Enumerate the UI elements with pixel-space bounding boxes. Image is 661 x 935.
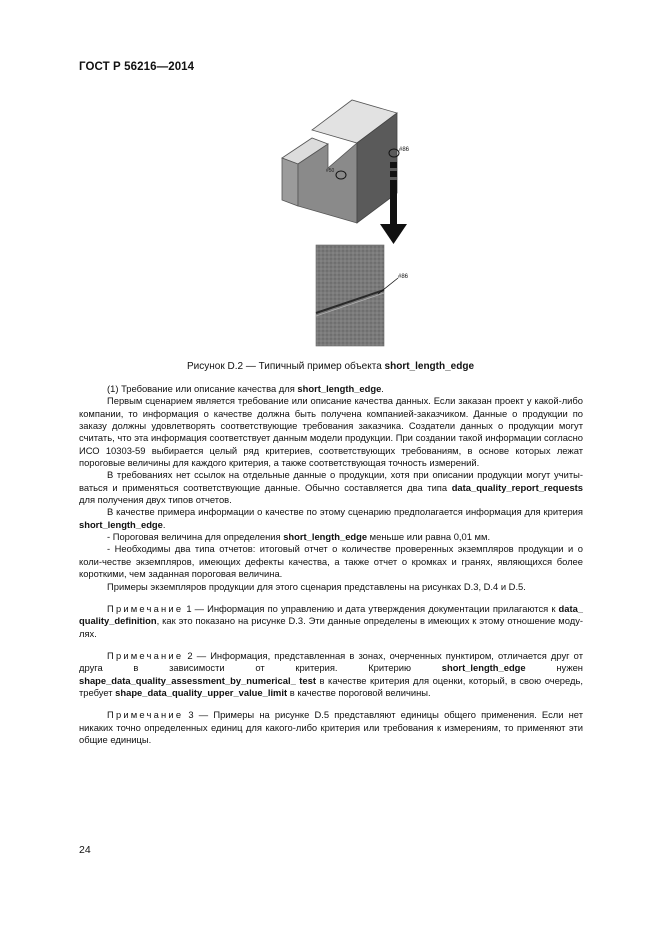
figure-illustration [270,98,420,348]
arrow-shaft [390,180,397,224]
figure-label-top: #86 [399,147,410,153]
page-number: 24 [79,844,91,856]
figure-d2 [270,98,420,348]
zoom-surface [316,245,384,346]
note-2: Примечание 2 — Информация, представленная в зонах, очерченных пунктиром, отличается друг от друга в зависимости от критерия. Критерию short_length_edge нужен shape_data_quality_assessment_by_numerical_ test в качестве критерия для оценки, который, в свою очередь, требует shape_data_quality_upper_value_limit в качестве пороговой величины. [79,649,583,698]
list-item: - Необходимы два типа отчетов: итоговый отчет о количестве проверенных экземпляров продукции и о коли-честве экземпляров, имеющих дефекты качества, а также отчет о кромках и гранях, являющихся более короткими, чем заданная пороговая величина. [79,543,583,580]
figure-label-small: #50 [326,168,335,174]
document-header: ГОСТ Р 56216—2014 [79,61,195,73]
figure-caption: Рисунок D.2 — Типичный пример объекта short_length_edge [186,361,475,372]
paragraph-4: В качестве примера информации о качестве по этому сценарию предполагается информация для критерия short_length_edge. [79,506,583,530]
figure-label-bottom: #86 [398,274,409,280]
paragraph-3: В требованиях нет ссылок на отдельные данные о продукции, хотя при описании продукции могут учиты-ваться и применяться соответствующие данные. Обычно составляется два типа data_quality_report_requests для получения двух типов отчетов. [79,469,583,506]
body-text [79,383,583,746]
step-front-face [282,158,298,206]
note-1: Примечание 1 — Информация по управлению и дата утверждения документации прилагаются к data_ quality_definition, как это показано на рисунке D.3. Эти данные определены в имеющих к этому отношение моду-лях. [79,602,583,639]
paragraph-2: Первым сценарием является требование или описание качества данных. Если заказан проект у какой-либо компании, то информация о качестве должна быть получена компанией-заказчиком. Данные о продукции по заказу должны удовлетворять соответствующие требования заказчика. Создатели данных о продукции могут считать, что эта информация соответствует данным модели продукции. При создании такой информации согласно ИСО 10303-59 выбирается целый ряд критериев, соответствующих требованиям, в основе которых лежат пороговые величины для каждого критерия, а также соответствующая точность измерений. [79,395,583,469]
arrow-shaft-dash-1 [390,162,397,168]
paragraph-1: (1) Требование или описание качества для short_length_edge. [107,383,384,394]
list-item: - Пороговая величина для определения short_length_edge меньше или равна 0,01 мм. [107,531,491,543]
arrow-shaft-dash-2 [390,171,397,177]
note-3: Примечание 3 — Примеры на рисунке D.5 представляют единицы общего применения. Если нет никаких точно определенных единиц для какого-либо критерия или требования к измерениям, то применяют эти общие единицы. [79,709,584,745]
arrow-head [380,224,407,244]
paragraph-5: Примеры экземпляров продукции для этого сценария представлены на рисунках D.3, D.4 и D.5. [107,580,526,592]
caption-term: short_length_edge [384,361,475,372]
